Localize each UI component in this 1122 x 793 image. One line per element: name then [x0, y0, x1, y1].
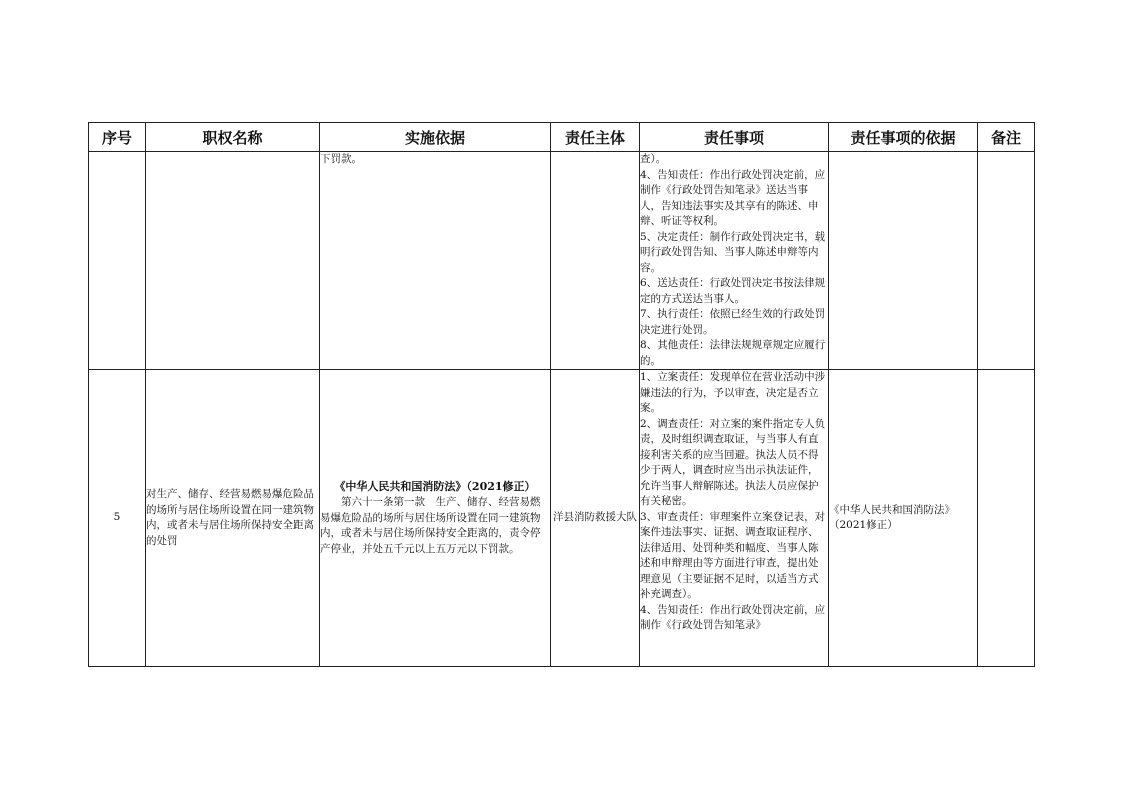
subject-text: 洋县消防救援大队	[553, 511, 637, 524]
header-responsibility-basis: 责任事项的依据	[829, 123, 978, 152]
responsibility-item: 4、告知责任：作出行政处罚决定前，应制作《行政处罚告知笔录》	[640, 603, 826, 631]
basis-cell	[320, 152, 551, 370]
law-title: 《中华人民共和国消防法》（2021修正）	[334, 480, 536, 493]
header-power-name: 职权名称	[146, 123, 320, 152]
header-responsibility: 责任事项	[640, 123, 829, 152]
table-row	[89, 370, 1035, 667]
responsibility-item: 查）。	[640, 153, 667, 165]
power-name-cell	[146, 152, 320, 370]
responsibility-item: 8、其他责任：法律法规规章规定应履行的。	[640, 339, 826, 367]
remark-cell	[978, 370, 1035, 667]
header-basis: 实施依据	[320, 123, 551, 152]
seq-cell	[89, 152, 146, 370]
responsibility-item: 4、告知责任：作出行政处罚决定前，应制作《行政处罚告知笔录》送达当事人，告知违法事实及其享有的陈述、申辩、听证等权利。	[640, 168, 826, 227]
power-name-cell	[146, 370, 320, 667]
responsibility-cell	[640, 370, 829, 667]
authority-table	[88, 122, 1035, 667]
responsibility-item: 1、立案责任：发现单位在营业活动中涉嫌违法的行为，予以审查，决定是否立案。	[640, 371, 826, 414]
responsibility-basis-cell	[829, 152, 978, 370]
header-seq: 序号	[89, 123, 146, 152]
remark-cell	[978, 152, 1035, 370]
seq-cell: 5	[89, 370, 146, 667]
header-row	[89, 123, 1035, 152]
responsibility-item: 2、调查责任：对立案的案件指定专人负责，及时组织调查取证，与当事人有直接利害关系的应当回避。执法人员不得少于两人，调查时应当出示执法证件，允许当事人辩解陈述。执法人员应保护有关秘密。	[640, 417, 826, 507]
basis-tail-text: 下罚款。	[320, 153, 362, 165]
responsibility-item: 7、执行责任：依照已经生效的行政处罚决定进行处罚。	[640, 308, 826, 336]
power-name-text: 对生产、储存、经营易燃易爆危险品的场所与居住场所设置在同一建筑物内，或者未与居住场所保持安全距离的处罚	[146, 488, 314, 547]
header-subject: 责任主体	[551, 123, 640, 152]
responsibility-item: 6、送达责任：行政处罚决定书按法律规定的方式送达当事人。	[640, 277, 826, 305]
basis-cell	[320, 370, 551, 667]
responsibility-basis-text: 《中华人民共和国消防法》（2021修正）	[829, 503, 955, 531]
header-remark: 备注	[978, 123, 1035, 152]
responsibility-cell	[640, 152, 829, 370]
table-row	[89, 152, 1035, 370]
subject-cell	[551, 370, 640, 667]
responsibility-item: 3、审查责任：审理案件立案登记表，对案件违法事实、证据、调查取证程序、法律适用、处罚种类和幅度、当事人陈述和申辩理由等方面进行审查，提出处理意见（主要证据不足时，以适当方式补充调查）。	[640, 510, 826, 600]
law-article-text: 第六十一条第一款 生产、储存、经营易燃易爆危险品的场所与居住场所设置在同一建筑物内，或者未与居住场所保持安全距离的，责令停产停业，并处五千元以上五万元以下罚款。	[320, 496, 541, 555]
subject-cell	[551, 152, 640, 370]
responsibility-basis-cell	[829, 370, 978, 667]
responsibility-item: 5、决定责任：制作行政处罚决定书，载明行政处罚告知、当事人陈述申辩等内容。	[640, 230, 826, 274]
